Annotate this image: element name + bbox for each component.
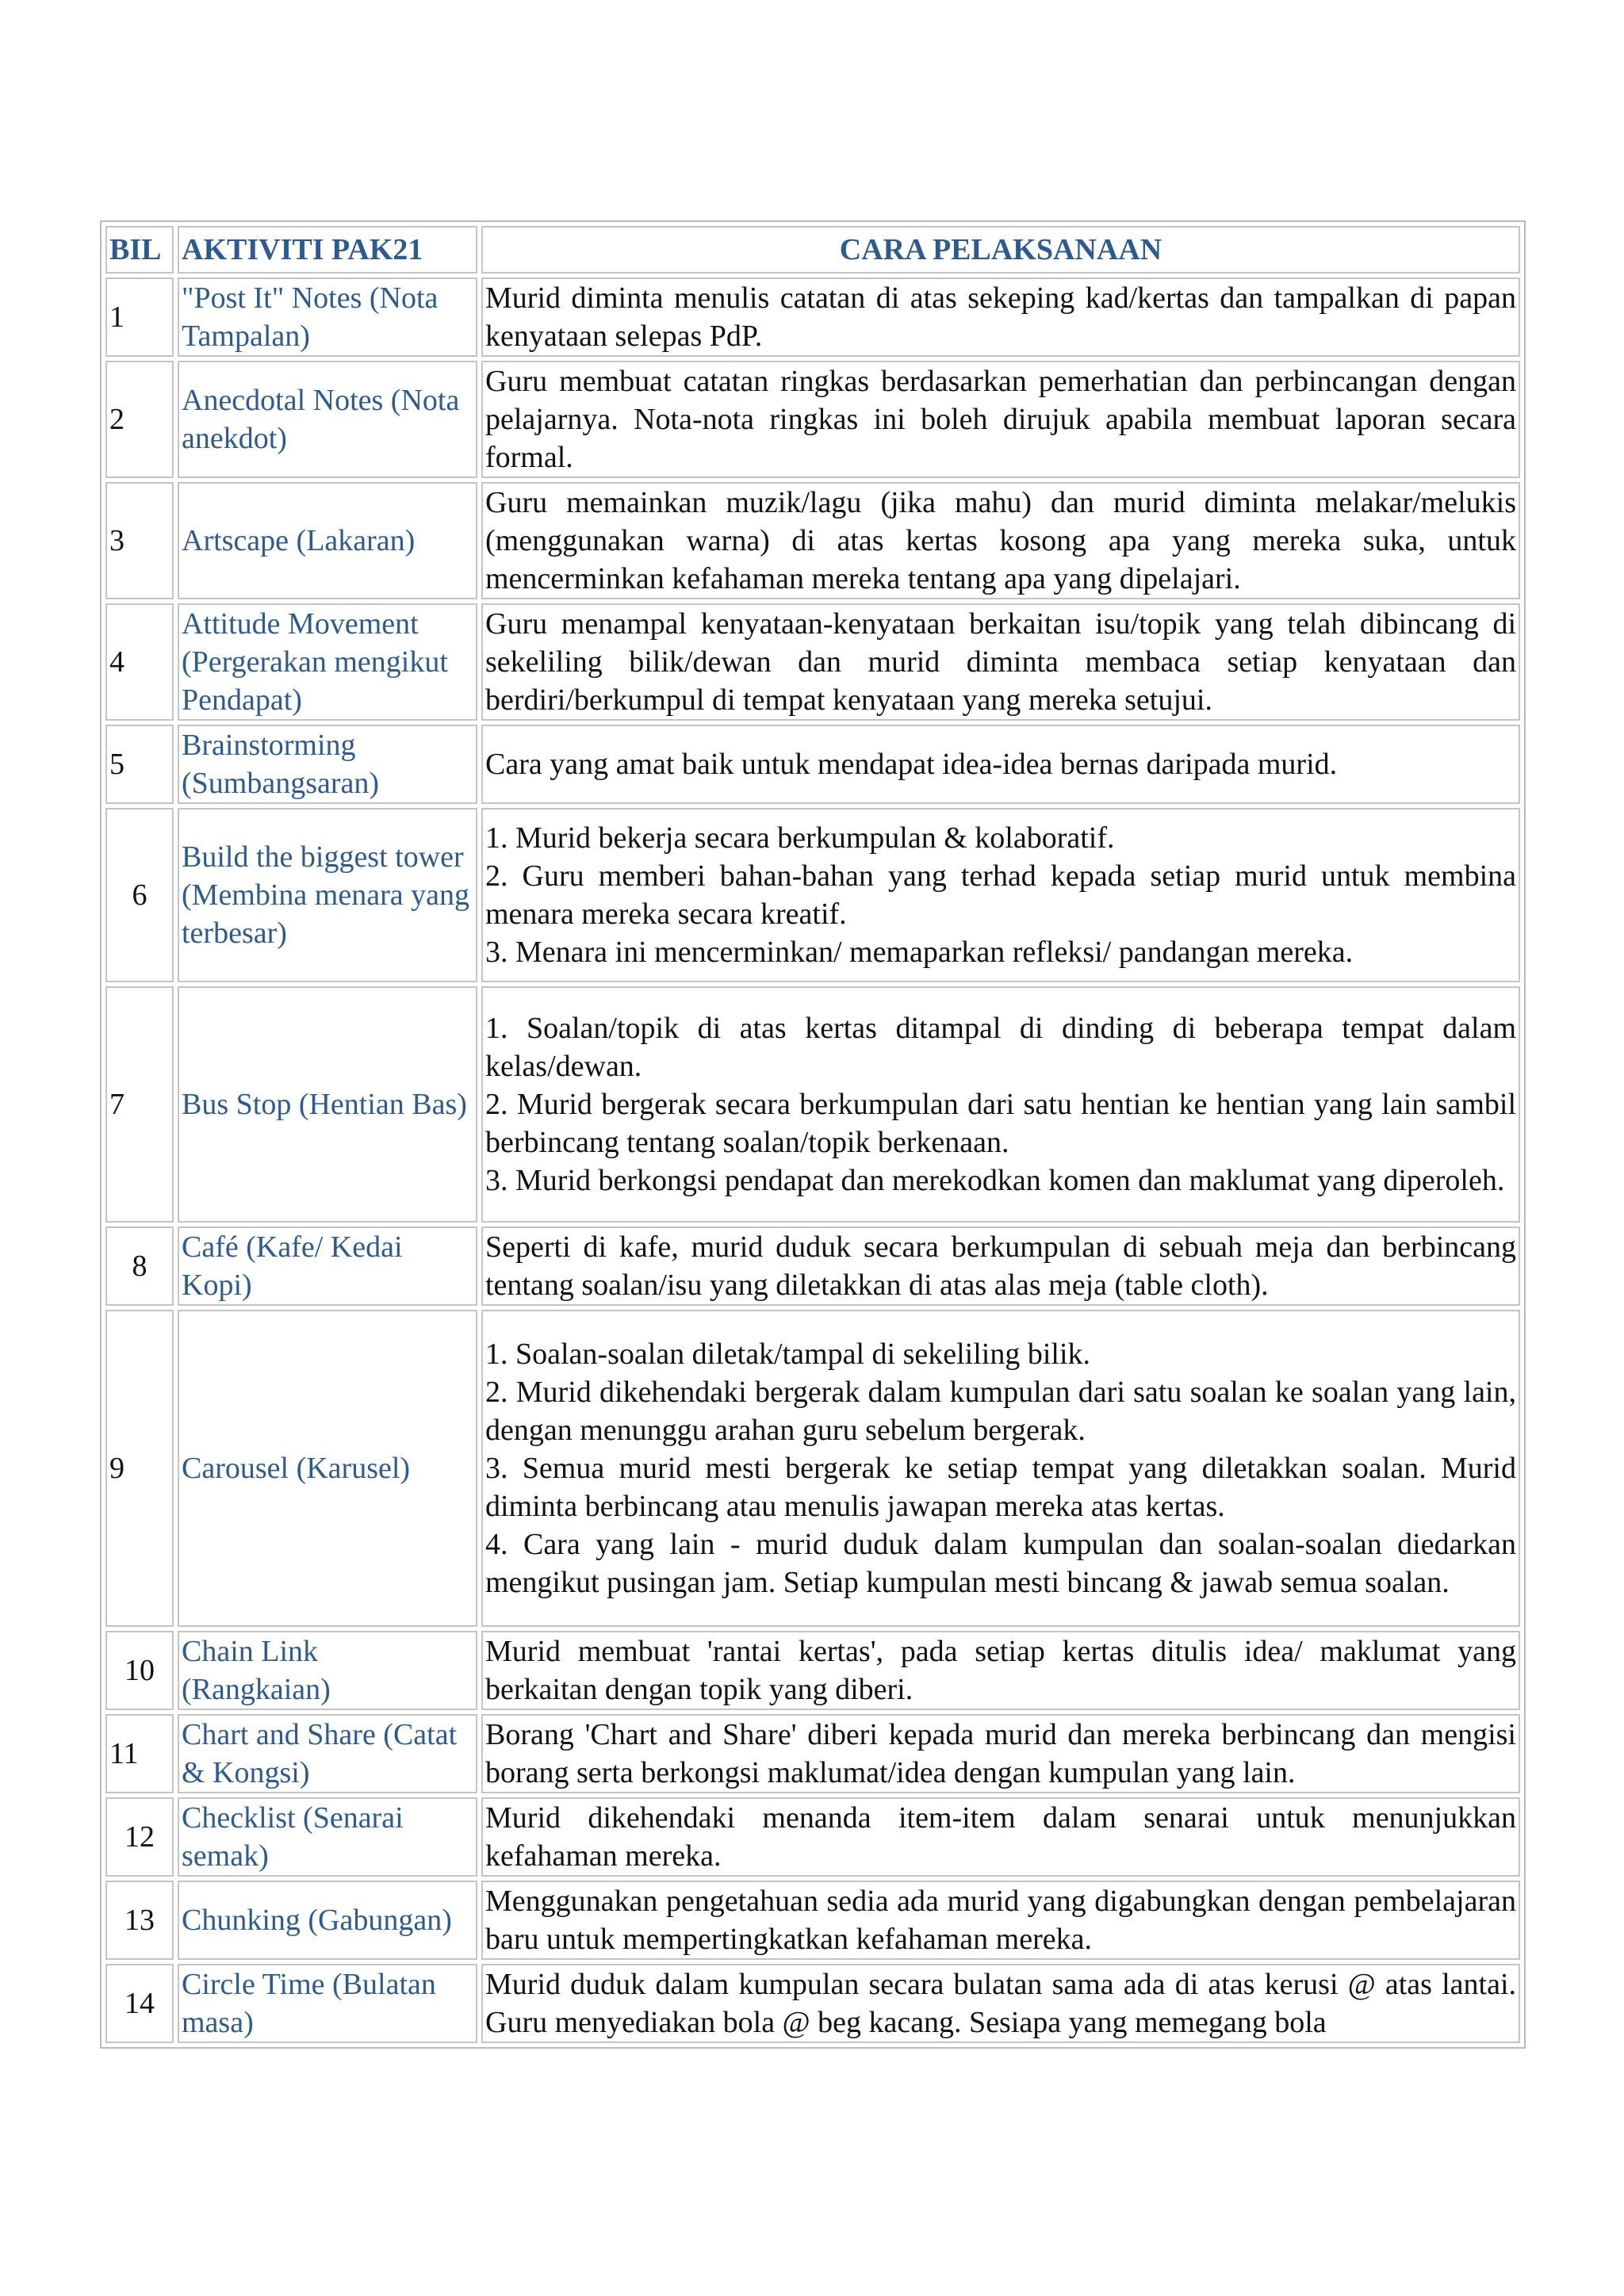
- activity-method: [481, 1881, 1520, 1960]
- activity-name: Chain Link (Rangkaian): [178, 1631, 477, 1710]
- activity-name: Chunking (Gabungan): [178, 1881, 477, 1960]
- table-row: [105, 1881, 1520, 1960]
- activity-name: Chart and Share (Catat & Kongsi): [178, 1714, 477, 1793]
- method-line: Murid diminta menulis catatan di atas sekeping kad/kertas dan tampalkan di papan kenyataan selepas PdP.: [485, 281, 1516, 353]
- method-line: Guru memainkan muzik/lagu (jika mahu) dan murid diminta melakar/melukis (menggunakan warna) di atas kertas kosong apa yang mereka suka, untuk mencerminkan kefahaman mereka tentang apa yang dipelajari.: [485, 486, 1516, 595]
- method-line: 3. Menara ini mencerminkan/ memaparkan refleksi/ pandangan mereka.: [485, 936, 1354, 969]
- row-number: 2: [105, 361, 174, 478]
- method-line: Guru membuat catatan ringkas berdasarkan pemerhatian dan perbincangan dengan pelajarnya. Nota-nota ringkas ini boleh dirujuk apabila membuat laporan secara formal.: [485, 365, 1516, 474]
- activity-name: Carousel (Karusel): [178, 1310, 477, 1627]
- method-line: Menggunakan pengetahuan sedia ada murid yang digabungkan dengan pembelajaran baru untuk mempertingkatkan kefahaman mereka.: [485, 1885, 1516, 1956]
- activity-name: Anecdotal Notes (Nota anekdot): [178, 361, 477, 478]
- method-line: Cara yang amat baik untuk mendapat idea-idea bernas daripada murid.: [485, 748, 1338, 781]
- table-row: [105, 1714, 1520, 1793]
- table-row: [105, 482, 1520, 599]
- activity-method: [481, 1310, 1520, 1627]
- activity-method: [481, 603, 1520, 721]
- method-line: Murid duduk dalam kumpulan secara bulatan sama ada di atas kerusi @ atas lantai. Guru menyediakan bola @ beg kacang. Sesiapa yang memegang bola: [485, 1968, 1516, 2039]
- row-number: 9: [105, 1310, 174, 1627]
- row-number: 13: [105, 1881, 174, 1960]
- activity-name: Circle Time (Bulatan masa): [178, 1964, 477, 2043]
- row-number: 7: [105, 986, 174, 1223]
- row-number: 3: [105, 482, 174, 599]
- activity-method: [481, 361, 1520, 478]
- method-line: 1. Murid bekerja secara berkumpulan & kolaboratif.: [485, 821, 1115, 855]
- row-number: 4: [105, 603, 174, 721]
- activity-method: [481, 725, 1520, 804]
- activity-method: [481, 482, 1520, 599]
- activity-method: [481, 986, 1520, 1223]
- table-row: [105, 1310, 1520, 1627]
- row-number: 6: [105, 808, 174, 982]
- method-line: Seperti di kafe, murid duduk secara berkumpulan di sebuah meja dan berbincang tentang soalan/isu yang diletakkan di atas alas meja (table cloth).: [485, 1230, 1516, 1302]
- activity-method: [481, 1714, 1520, 1793]
- pak21-activity-table: [100, 220, 1526, 2049]
- table-header-row: [105, 226, 1520, 274]
- method-line: 3. Semua murid mesti bergerak ke setiap tempat yang diletakkan soalan. Murid diminta berbincang atau menulis jawapan mereka atas kertas.: [485, 1452, 1516, 1523]
- row-number: 10: [105, 1631, 174, 1710]
- method-line: 3. Murid berkongsi pendapat dan merekodkan komen dan maklumat yang diperoleh.: [485, 1164, 1505, 1197]
- table-row: [105, 725, 1520, 804]
- row-number: 5: [105, 725, 174, 804]
- activity-method: [481, 808, 1520, 982]
- method-line: 1. Soalan/topik di atas kertas ditampal di dinding di beberapa tempat dalam kelas/dewan.: [485, 1012, 1516, 1083]
- activity-name: Build the biggest tower (Membina menara yang terbesar): [178, 808, 477, 982]
- activity-method: [481, 277, 1520, 357]
- method-line: Guru menampal kenyataan-kenyataan berkaitan isu/topik yang telah dibincang di sekeliling bilik/dewan dan murid diminta membaca setiap kenyataan dan berdiri/berkumpul di tempat kenyataan yang mereka setujui.: [485, 607, 1516, 717]
- activity-name: Attitude Movement (Pergerakan mengikut Pendapat): [178, 603, 477, 721]
- activity-name: "Post It" Notes (Nota Tampalan): [178, 277, 477, 357]
- table-row: [105, 986, 1520, 1223]
- row-number: 12: [105, 1797, 174, 1877]
- method-line: 2. Murid dikehendaki bergerak dalam kumpulan dari satu soalan ke soalan yang lain, dengan menunggu arahan guru sebelum bergerak.: [485, 1376, 1516, 1447]
- method-line: Murid membuat 'rantai kertas', pada setiap kertas ditulis idea/ maklumat yang berkaitan dengan topik yang diberi.: [485, 1635, 1516, 1706]
- activity-method: [481, 1797, 1520, 1877]
- table-row: [105, 1631, 1520, 1710]
- method-line: 1. Soalan-soalan diletak/tampal di sekeliling bilik.: [485, 1337, 1091, 1371]
- activity-method: [481, 1226, 1520, 1306]
- header-aktiviti: AKTIVITI PAK21: [178, 226, 477, 274]
- table-row: [105, 1226, 1520, 1306]
- method-line: 2. Guru memberi bahan-bahan yang terhad kepada setiap murid untuk membina menara mereka secara kreatif.: [485, 859, 1516, 931]
- row-number: 8: [105, 1226, 174, 1306]
- activity-method: [481, 1631, 1520, 1710]
- method-line: Murid dikehendaki menanda item-item dalam senarai untuk menunjukkan kefahaman mereka.: [485, 1801, 1516, 1873]
- activity-name: Café (Kafe/ Kedai Kopi): [178, 1226, 477, 1306]
- method-line: Borang 'Chart and Share' diberi kepada murid dan mereka berbincang dan mengisi borang serta berkongsi maklumat/idea dengan kumpulan yang lain.: [485, 1718, 1516, 1789]
- activity-name: Artscape (Lakaran): [178, 482, 477, 599]
- row-number: 11: [105, 1714, 174, 1793]
- table-row: [105, 808, 1520, 982]
- activity-name: Brainstorming (Sumbangsaran): [178, 725, 477, 804]
- table-row: [105, 1964, 1520, 2043]
- header-bil: BIL: [105, 226, 174, 274]
- header-cara-pelaksanaan: CARA PELAKSANAAN: [481, 226, 1520, 274]
- method-line: 4. Cara yang lain - murid duduk dalam kumpulan dan soalan-soalan diedarkan mengikut pusingan jam. Setiap kumpulan mesti bincang & jawab semua soalan.: [485, 1528, 1516, 1599]
- activity-name: Checklist (Senarai semak): [178, 1797, 477, 1877]
- table-row: [105, 1797, 1520, 1877]
- method-line: 2. Murid bergerak secara berkumpulan dari satu hentian ke hentian yang lain sambil berbincang tentang soalan/topik berkenaan.: [485, 1088, 1516, 1159]
- activity-name: Bus Stop (Hentian Bas): [178, 986, 477, 1223]
- table-row: [105, 603, 1520, 721]
- activity-method: [481, 1964, 1520, 2043]
- row-number: 14: [105, 1964, 174, 2043]
- table-row: [105, 361, 1520, 478]
- row-number: 1: [105, 277, 174, 357]
- table-row: [105, 277, 1520, 357]
